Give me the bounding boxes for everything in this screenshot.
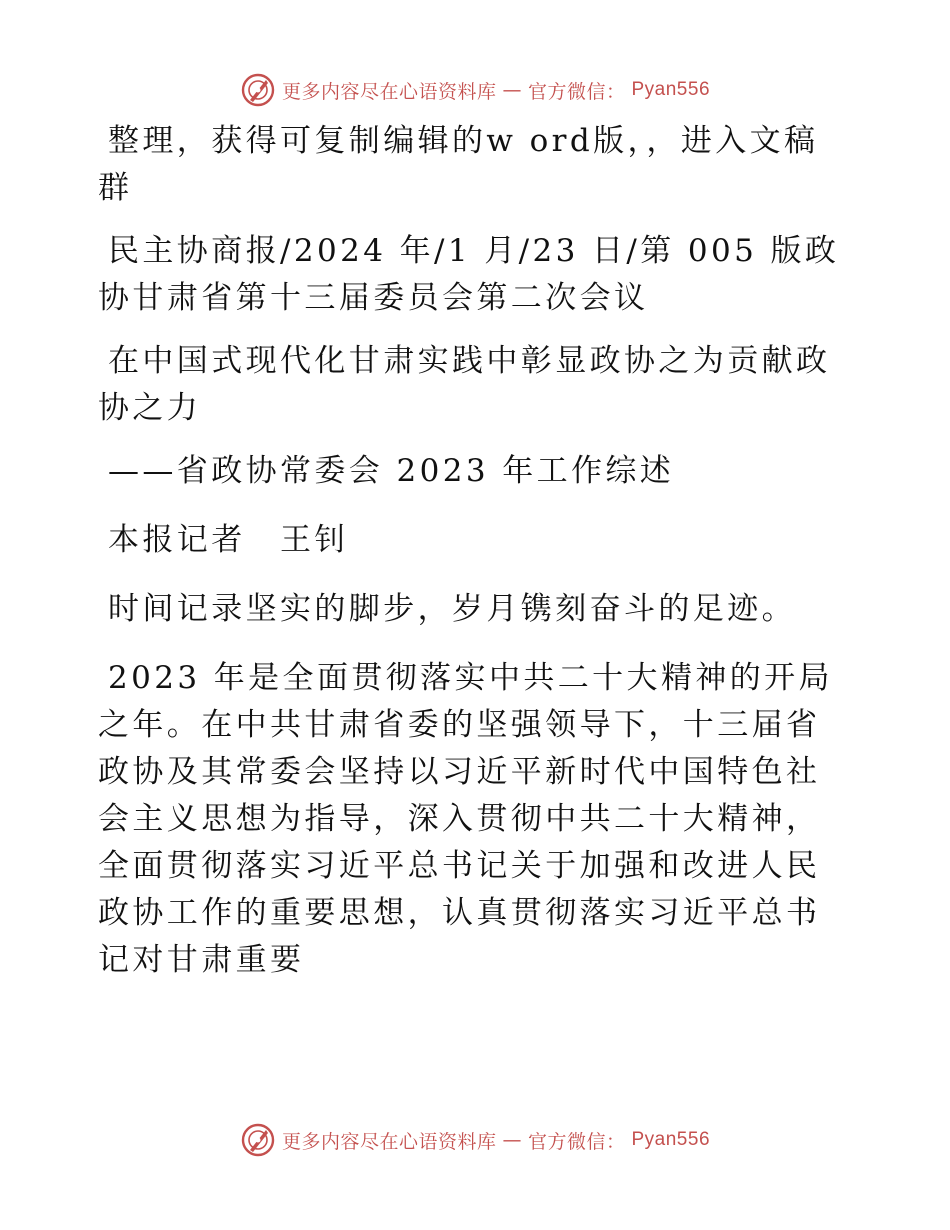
brand-logo-icon: [240, 72, 276, 108]
body-paragraph: 2023 年是全面贯彻落实中共二十大精神的开局之年。在中共甘肃省委的坚强领导下，十三届省政协及其常委会坚持以习近平新时代中国特色社会主义思想为指导，深入贯彻中共二十大精神，全面贯彻落实习近平总书记关于加强和改进人民政协工作的重要思想，认真贯彻落实习近平总书记对甘肃重要: [98, 660, 833, 978]
document-body: [98, 118, 850, 984]
banner-account: Pyan556: [631, 1129, 711, 1150]
article-subtitle: ——省政协常委会 2023 年工作综述: [108, 453, 675, 489]
banner-dash: —: [502, 79, 522, 101]
source-line: 民主协商报/2024 年/1 月/23 日/第 005 版政协甘肃省第十三届委员会第二次会议: [98, 233, 840, 316]
header-banner: [0, 70, 950, 110]
banner-wechat-label: 官方微信：: [527, 1130, 626, 1153]
banner-text: 更多内容尽在心语资料库: [281, 80, 497, 103]
banner-wechat-label: 官方微信：: [527, 80, 626, 103]
intro-paragraph: 整理，获得可复制编辑的w ord版，，进入文稿群: [98, 123, 819, 206]
banner-text: 更多内容尽在心语资料库: [281, 1130, 497, 1153]
byline: 本报记者 王钊: [108, 522, 349, 558]
footer-banner: [0, 1120, 950, 1160]
banner-account: Pyan556: [631, 79, 711, 100]
banner-dash: —: [502, 1129, 522, 1151]
article-title: 在中国式现代化甘肃实践中彰显政协之为贡献政协之力: [98, 343, 831, 426]
lead-paragraph: 时间记录坚实的脚步，岁月镌刻奋斗的足迹。: [108, 591, 796, 627]
brand-logo-icon: [240, 1122, 276, 1158]
